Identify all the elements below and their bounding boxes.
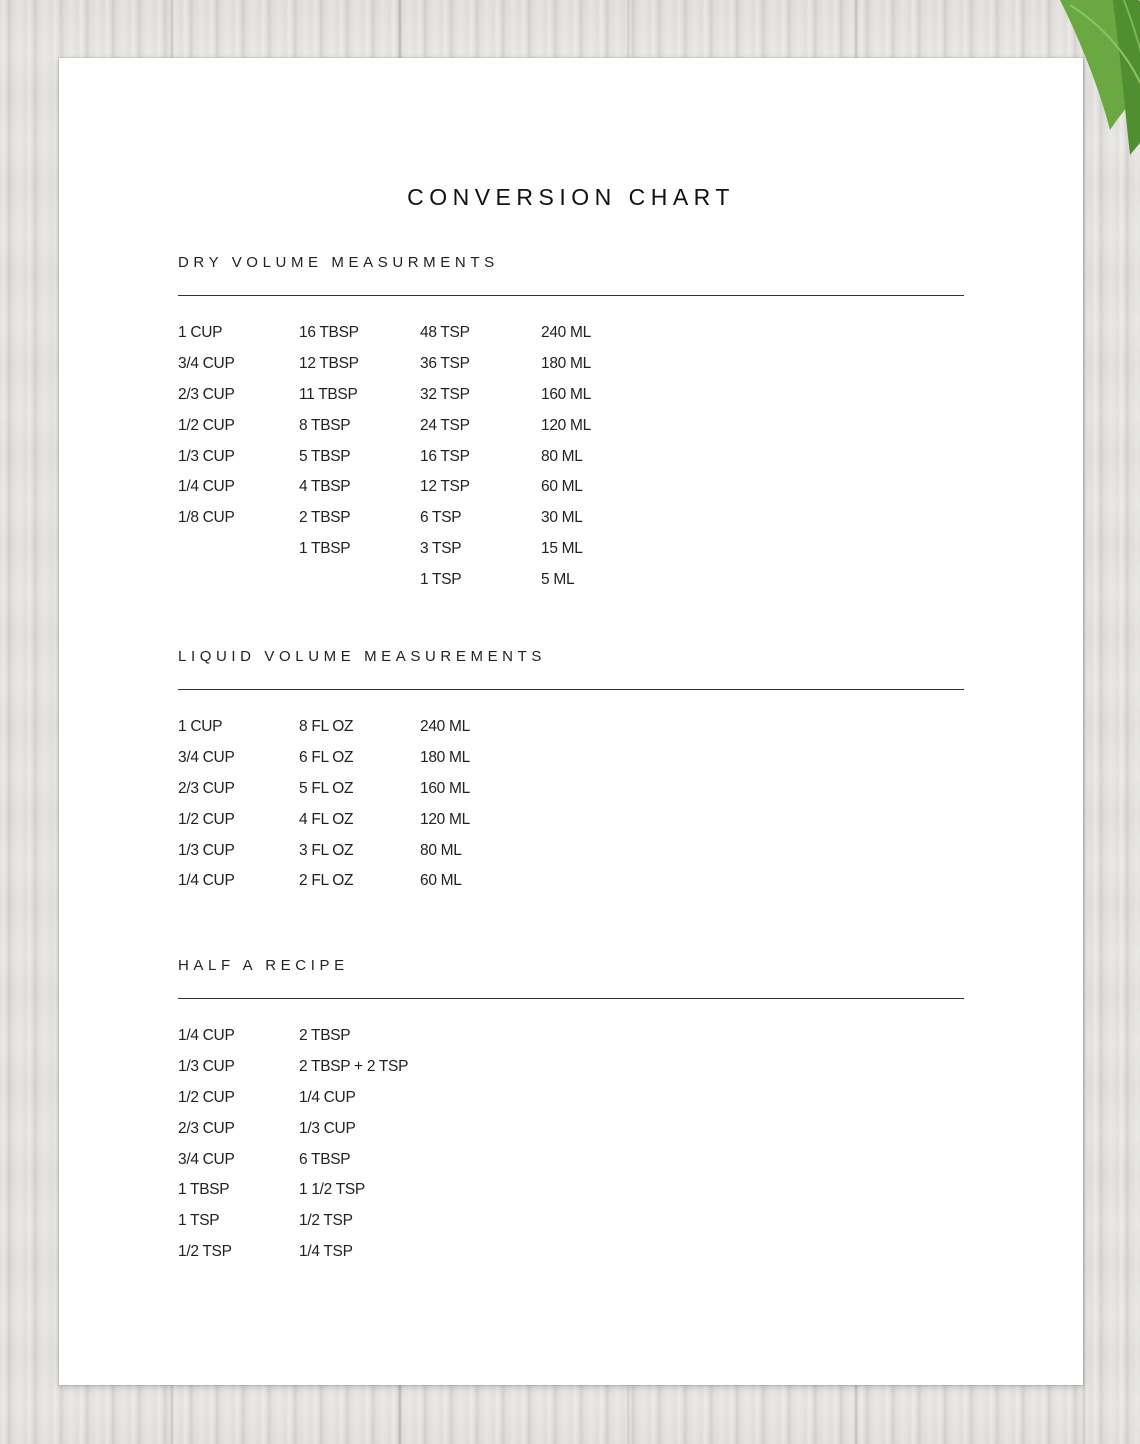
table-cell: 5 TBSP	[299, 447, 351, 465]
table-cell: 1/2 CUP	[178, 1088, 235, 1106]
table-cell: 5 FL OZ	[299, 779, 354, 797]
table-cell: 1/3 CUP	[178, 447, 235, 465]
section-divider	[178, 689, 964, 690]
section-title: LIQUID VOLUME MEASUREMENTS	[178, 648, 546, 665]
table-cell: 48 TSP	[420, 324, 470, 342]
table-cell: 32 TSP	[420, 385, 470, 403]
table-cell: 1/2 TSP	[299, 1212, 353, 1230]
table-row	[178, 534, 964, 565]
table-cell: 1/2 CUP	[178, 810, 235, 828]
table-cell: 1/4 CUP	[178, 1027, 235, 1045]
page-title: CONVERSION CHART	[407, 184, 735, 210]
table-cell: 1/3 CUP	[178, 841, 235, 859]
table-cell: 36 TSP	[420, 355, 470, 373]
table-row	[178, 1083, 964, 1114]
table-cell: 1/4 TSP	[299, 1242, 353, 1260]
table-cell: 3/4 CUP	[178, 749, 235, 767]
table-row	[178, 441, 964, 472]
table-cell: 12 TSP	[420, 478, 470, 496]
table-cell: 1/2 CUP	[178, 416, 235, 434]
table-cell: 2 FL OZ	[299, 872, 354, 890]
conversion-chart-sheet	[59, 58, 1083, 1385]
table-cell: 160 ML	[420, 779, 470, 797]
table-row	[178, 804, 964, 835]
table-row	[178, 1052, 964, 1083]
table-cell: 8 FL OZ	[299, 718, 354, 736]
table-cell: 1/4 CUP	[178, 872, 235, 890]
table-cell: 120 ML	[541, 416, 591, 434]
table-row	[178, 712, 964, 743]
section-liquid-volume	[178, 648, 964, 897]
table-row	[178, 1021, 964, 1052]
section-half-recipe	[178, 957, 964, 1267]
section-rows	[178, 712, 964, 897]
table-row	[178, 318, 964, 349]
table-cell: 3 TSP	[420, 539, 462, 557]
section-rows	[178, 318, 964, 595]
table-cell: 1 TBSP	[178, 1181, 230, 1199]
table-cell: 180 ML	[420, 749, 470, 767]
table-cell: 240 ML	[420, 718, 470, 736]
table-row	[178, 503, 964, 534]
section-rows	[178, 1021, 964, 1267]
table-row	[178, 564, 964, 595]
table-cell: 6 TSP	[420, 509, 462, 527]
table-cell: 1/3 CUP	[299, 1119, 356, 1137]
table-cell: 80 ML	[420, 841, 462, 859]
table-cell: 1/8 CUP	[178, 509, 235, 527]
table-cell: 1/3 CUP	[178, 1058, 235, 1076]
table-row	[178, 1144, 964, 1175]
table-cell: 2 TBSP	[299, 1027, 351, 1045]
table-row	[178, 472, 964, 503]
table-cell: 60 ML	[541, 478, 583, 496]
table-row	[178, 1113, 964, 1144]
table-row	[178, 866, 964, 897]
table-cell: 16 TBSP	[299, 324, 359, 342]
table-cell: 16 TSP	[420, 447, 470, 465]
table-cell: 1/2 TSP	[178, 1242, 232, 1260]
table-cell: 180 ML	[541, 355, 591, 373]
table-cell: 30 ML	[541, 509, 583, 527]
section-title: DRY VOLUME MEASURMENTS	[178, 254, 499, 271]
table-cell: 1 CUP	[178, 718, 223, 736]
table-row	[178, 1206, 964, 1237]
table-cell: 80 ML	[541, 447, 583, 465]
table-cell: 6 FL OZ	[299, 749, 354, 767]
table-row	[178, 380, 964, 411]
table-row	[178, 1237, 964, 1268]
table-cell: 24 TSP	[420, 416, 470, 434]
table-cell: 120 ML	[420, 810, 470, 828]
table-cell: 11 TBSP	[299, 385, 358, 403]
table-row	[178, 1175, 964, 1206]
table-cell: 4 FL OZ	[299, 810, 354, 828]
section-title: HALF A RECIPE	[178, 957, 349, 974]
table-cell: 3 FL OZ	[299, 841, 354, 859]
table-cell: 4 TBSP	[299, 478, 351, 496]
table-cell: 1/4 CUP	[299, 1088, 356, 1106]
section-divider	[178, 295, 964, 296]
table-row	[178, 743, 964, 774]
table-cell: 3/4 CUP	[178, 355, 235, 373]
table-cell: 3/4 CUP	[178, 1150, 235, 1168]
section-dry-volume	[178, 254, 964, 595]
table-cell: 1 TSP	[420, 570, 462, 588]
table-cell: 2/3 CUP	[178, 1119, 235, 1137]
table-cell: 2 TBSP	[299, 509, 351, 527]
table-row	[178, 835, 964, 866]
table-cell: 5 ML	[541, 570, 575, 588]
table-cell: 1/4 CUP	[178, 478, 235, 496]
table-cell: 240 ML	[541, 324, 591, 342]
table-row	[178, 349, 964, 380]
table-cell: 1 TSP	[178, 1212, 220, 1230]
table-row	[178, 410, 964, 441]
table-cell: 160 ML	[541, 385, 591, 403]
table-cell: 1 CUP	[178, 324, 223, 342]
table-cell: 6 TBSP	[299, 1150, 351, 1168]
table-cell: 15 ML	[541, 539, 583, 557]
table-row	[178, 774, 964, 805]
table-cell: 1 TBSP	[299, 539, 351, 557]
table-cell: 1 1/2 TSP	[299, 1181, 365, 1199]
table-cell: 8 TBSP	[299, 416, 351, 434]
table-cell: 2 TBSP + 2 TSP	[299, 1058, 409, 1076]
table-cell: 60 ML	[420, 872, 462, 890]
table-cell: 2/3 CUP	[178, 779, 235, 797]
table-cell: 12 TBSP	[299, 355, 359, 373]
table-cell: 2/3 CUP	[178, 385, 235, 403]
section-divider	[178, 998, 964, 999]
